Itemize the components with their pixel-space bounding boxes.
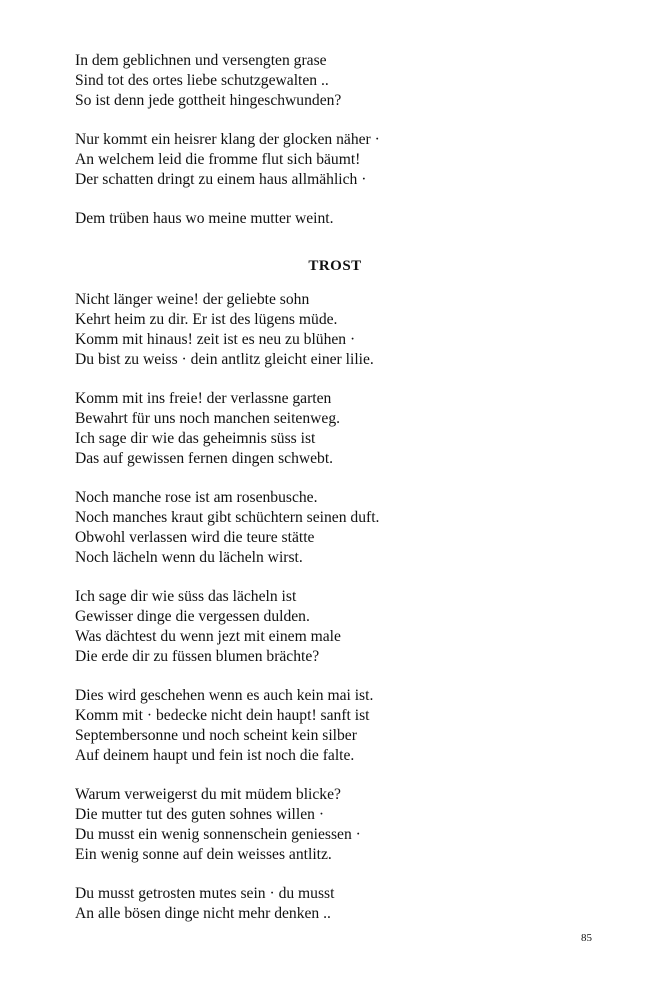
- page-number: 85: [581, 932, 592, 944]
- verse-line: Was dächtest du wenn jezt mit einem male: [75, 628, 341, 645]
- verse-line: Bewahrt für uns noch manchen seitenweg.: [75, 410, 341, 427]
- verse-line: Dem trüben haus wo meine mutter weint.: [75, 210, 334, 227]
- verse-line: Ich sage dir wie süss das lächeln ist: [75, 588, 297, 605]
- poem-title: TROST: [308, 258, 362, 274]
- verse-line: Komm mit ins freie! der verlassne garten: [75, 390, 332, 407]
- verse-line: Komm mit hinaus! zeit ist es neu zu blühen ·: [75, 331, 356, 348]
- verse-line: Du musst getrosten mutes sein · du musst: [75, 885, 335, 902]
- stanza: [75, 209, 334, 229]
- verse-line: Nicht länger weine! der geliebte sohn: [75, 291, 310, 308]
- stanza: [75, 785, 361, 865]
- stanza: [75, 290, 374, 370]
- verse-line: An alle bösen dinge nicht mehr denken ..: [75, 905, 331, 922]
- stanza: [75, 587, 341, 667]
- verse-line: Gewisser dinge die vergessen dulden.: [75, 608, 310, 625]
- verse-line: Noch manches kraut gibt schüchtern seinen duft.: [75, 509, 380, 526]
- verse-line: Ein wenig sonne auf dein weisses antlitz.: [75, 846, 332, 863]
- verse-line: Nur kommt ein heisrer klang der glocken näher ·: [75, 131, 380, 148]
- verse-line: Die mutter tut des guten sohnes willen ·: [75, 806, 325, 823]
- verse-line: Kehrt heim zu dir. Er ist des lügens müde.: [75, 311, 338, 328]
- verse-line: Die erde dir zu füssen blumen brächte?: [75, 648, 320, 665]
- verse-line: Dies wird geschehen wenn es auch kein mai ist.: [75, 687, 374, 704]
- verse-line: Auf deinem haupt und fein ist noch die falte.: [75, 747, 355, 764]
- verse-line: Du musst ein wenig sonnenschein geniessen ·: [75, 826, 361, 843]
- verse-line: Sind tot des ortes liebe schutzgewalten ..: [75, 72, 329, 89]
- verse-line: Du bist zu weiss · dein antlitz gleicht einer lilie.: [75, 351, 374, 368]
- verse-line: In dem geblichnen und versengten grase: [75, 52, 327, 69]
- verse-line: Noch lächeln wenn du lächeln wirst.: [75, 549, 303, 566]
- verse-line: Noch manche rose ist am rosenbusche.: [75, 489, 318, 506]
- verse-line: An welchem leid die fromme flut sich bäumt!: [75, 151, 361, 168]
- stanza: [75, 389, 340, 469]
- stanza: [75, 488, 379, 568]
- stanza: [75, 51, 341, 111]
- stanza: [75, 686, 373, 766]
- verse-line: Das auf gewissen fernen dingen schwebt.: [75, 450, 334, 467]
- stanza: [75, 130, 380, 190]
- stanza: [75, 884, 334, 924]
- verse-line: Ich sage dir wie das geheimnis süss ist: [75, 430, 316, 447]
- verse-line: Warum verweigerst du mit müdem blicke?: [75, 786, 341, 803]
- verse-line: So ist denn jede gottheit hingeschwunden?: [75, 92, 342, 109]
- verse-line: Septembersonne und noch scheint kein silber: [75, 727, 357, 744]
- verse-line: Der schatten dringt zu einem haus allmählich ·: [75, 171, 367, 188]
- verse-line: Komm mit · bedecke nicht dein haupt! sanft ist: [75, 707, 370, 724]
- verse-line: Obwohl verlassen wird die teure stätte: [75, 529, 315, 546]
